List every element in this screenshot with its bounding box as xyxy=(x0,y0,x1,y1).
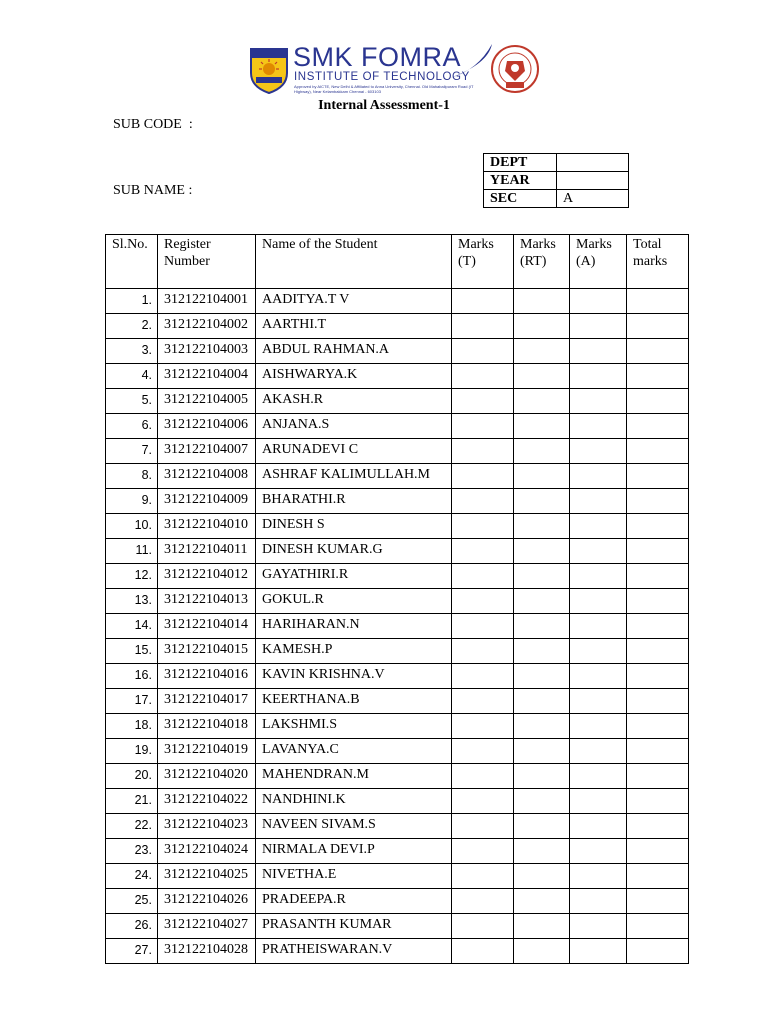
sl-no-cell: 3. xyxy=(106,339,158,364)
total-marks-cell xyxy=(627,364,689,389)
class-info-table xyxy=(483,153,629,208)
marks-a-cell xyxy=(570,389,627,414)
marks-table xyxy=(105,234,689,964)
marks-t-cell xyxy=(452,314,514,339)
student-name-cell: ABDUL RAHMAN.A xyxy=(256,339,452,364)
total-marks-cell xyxy=(627,314,689,339)
year-value xyxy=(557,172,629,190)
register-number-cell: 312122104026 xyxy=(158,889,256,914)
table-row xyxy=(106,914,689,939)
dept-label: DEPT xyxy=(484,154,557,172)
register-number-cell: 312122104019 xyxy=(158,739,256,764)
table-row xyxy=(106,939,689,964)
table-row xyxy=(106,389,689,414)
register-number-cell: 312122104023 xyxy=(158,814,256,839)
table-row xyxy=(106,539,689,564)
marks-a-cell xyxy=(570,714,627,739)
marks-a-cell xyxy=(570,664,627,689)
marks-a-cell xyxy=(570,614,627,639)
header-marks-t-line1: Marks xyxy=(458,237,494,252)
marks-rt-cell xyxy=(514,939,570,964)
year-row xyxy=(484,172,629,190)
total-marks-cell xyxy=(627,389,689,414)
table-row xyxy=(106,864,689,889)
institution-logo xyxy=(248,40,544,98)
student-name-cell: NIVETHA.E xyxy=(256,864,452,889)
register-number-cell: 312122104015 xyxy=(158,639,256,664)
header-marks-a-line1: Marks xyxy=(576,237,612,252)
marks-a-cell xyxy=(570,889,627,914)
marks-rt-cell xyxy=(514,689,570,714)
student-name-cell: LAVANYA.C xyxy=(256,739,452,764)
total-marks-cell xyxy=(627,689,689,714)
student-name-cell: DINESH S xyxy=(256,514,452,539)
register-number-cell: 312122104027 xyxy=(158,914,256,939)
marks-rt-cell xyxy=(514,814,570,839)
marks-a-cell xyxy=(570,489,627,514)
student-name-cell: BHARATHI.R xyxy=(256,489,452,514)
marks-t-cell xyxy=(452,864,514,889)
marks-rt-cell xyxy=(514,539,570,564)
table-row xyxy=(106,764,689,789)
student-name-cell: ASHRAF KALIMULLAH.M xyxy=(256,464,452,489)
sl-no-cell: 26. xyxy=(106,914,158,939)
register-number-cell: 312122104003 xyxy=(158,339,256,364)
register-number-cell: 312122104008 xyxy=(158,464,256,489)
table-row xyxy=(106,789,689,814)
marks-rt-cell xyxy=(514,914,570,939)
header-marks-t xyxy=(452,235,514,289)
total-marks-cell xyxy=(627,439,689,464)
sl-no-cell: 21. xyxy=(106,789,158,814)
table-row xyxy=(106,314,689,339)
brand-address: Approved by AICTE, New Delhi & Affiliated to Anna University, Chennai. Old Mahabalipuram Road (IT Highway), Near Kelambakkam Chennai - 603103 xyxy=(294,84,474,94)
header-marks-a-line2: (A) xyxy=(576,254,596,269)
marks-a-cell xyxy=(570,939,627,964)
sl-no-cell: 23. xyxy=(106,839,158,864)
register-number-cell: 312122104016 xyxy=(158,664,256,689)
marks-a-cell xyxy=(570,839,627,864)
sub-code-label: SUB CODE : xyxy=(113,117,193,132)
marks-t-cell xyxy=(452,464,514,489)
header-marks-rt-line1: Marks xyxy=(520,237,556,252)
sl-no-cell: 25. xyxy=(106,889,158,914)
marks-a-cell xyxy=(570,914,627,939)
marks-rt-cell xyxy=(514,564,570,589)
table-row xyxy=(106,689,689,714)
marks-t-cell xyxy=(452,289,514,314)
marks-rt-cell xyxy=(514,389,570,414)
table-row xyxy=(106,414,689,439)
sl-no-cell: 7. xyxy=(106,439,158,464)
marks-a-cell xyxy=(570,589,627,614)
sl-no-cell: 1. xyxy=(106,289,158,314)
sec-label: SEC xyxy=(484,190,557,208)
register-number-cell: 312122104009 xyxy=(158,489,256,514)
student-name-cell: HARIHARAN.N xyxy=(256,614,452,639)
student-name-cell: PRATHEISWARAN.V xyxy=(256,939,452,964)
marks-rt-cell xyxy=(514,464,570,489)
register-number-cell: 312122104005 xyxy=(158,389,256,414)
marks-a-cell xyxy=(570,514,627,539)
table-row xyxy=(106,889,689,914)
table-row xyxy=(106,589,689,614)
sl-no-cell: 20. xyxy=(106,764,158,789)
total-marks-cell xyxy=(627,814,689,839)
sl-no-cell: 13. xyxy=(106,589,158,614)
sl-no-cell: 15. xyxy=(106,639,158,664)
marks-a-cell xyxy=(570,339,627,364)
sl-no-cell: 5. xyxy=(106,389,158,414)
total-marks-cell xyxy=(627,514,689,539)
register-number-cell: 312122104001 xyxy=(158,289,256,314)
total-marks-cell xyxy=(627,739,689,764)
header-marks-a xyxy=(570,235,627,289)
table-row xyxy=(106,714,689,739)
student-name-cell: MAHENDRAN.M xyxy=(256,764,452,789)
total-marks-cell xyxy=(627,289,689,314)
sl-no-cell: 8. xyxy=(106,464,158,489)
sl-no-cell: 11. xyxy=(106,539,158,564)
student-name-cell: KAMESH.P xyxy=(256,639,452,664)
register-number-cell: 312122104010 xyxy=(158,514,256,539)
header-total-line2: marks xyxy=(633,254,668,269)
marks-t-cell xyxy=(452,714,514,739)
marks-rt-cell xyxy=(514,514,570,539)
marks-a-cell xyxy=(570,814,627,839)
marks-t-cell xyxy=(452,764,514,789)
table-row xyxy=(106,464,689,489)
table-row xyxy=(106,814,689,839)
table-row xyxy=(106,439,689,464)
marks-t-cell xyxy=(452,739,514,764)
marks-rt-cell xyxy=(514,414,570,439)
marks-a-cell xyxy=(570,689,627,714)
sl-no-cell: 16. xyxy=(106,664,158,689)
sl-no-cell: 2. xyxy=(106,314,158,339)
marks-t-cell xyxy=(452,364,514,389)
student-name-cell: GOKUL.R xyxy=(256,589,452,614)
student-name-cell: KEERTHANA.B xyxy=(256,689,452,714)
total-marks-cell xyxy=(627,864,689,889)
sl-no-cell: 9. xyxy=(106,489,158,514)
marks-t-cell xyxy=(452,689,514,714)
marks-t-cell xyxy=(452,439,514,464)
header-register-line1: Register xyxy=(164,237,211,252)
total-marks-cell xyxy=(627,464,689,489)
marks-rt-cell xyxy=(514,789,570,814)
marks-rt-cell xyxy=(514,489,570,514)
sl-no-cell: 4. xyxy=(106,364,158,389)
marks-a-cell xyxy=(570,464,627,489)
marks-rt-cell xyxy=(514,639,570,664)
header-register-line2: Number xyxy=(164,254,210,269)
year-label: YEAR xyxy=(484,172,557,190)
emblem-icon xyxy=(248,43,290,95)
total-marks-cell xyxy=(627,589,689,614)
student-name-cell: PRADEEPA.R xyxy=(256,889,452,914)
marks-rt-cell xyxy=(514,314,570,339)
total-marks-cell xyxy=(627,564,689,589)
sl-no-cell: 18. xyxy=(106,714,158,739)
marks-t-cell xyxy=(452,539,514,564)
total-marks-cell xyxy=(627,914,689,939)
total-marks-cell xyxy=(627,714,689,739)
header-sl-no: Sl.No. xyxy=(106,235,158,289)
marks-t-cell xyxy=(452,789,514,814)
marks-rt-cell xyxy=(514,339,570,364)
student-name-cell: AKASH.R xyxy=(256,389,452,414)
marks-rt-cell xyxy=(514,839,570,864)
table-row xyxy=(106,339,689,364)
sub-name-label: SUB NAME : xyxy=(113,183,193,198)
marks-a-cell xyxy=(570,439,627,464)
total-marks-cell xyxy=(627,614,689,639)
total-marks-cell xyxy=(627,489,689,514)
sl-no-cell: 27. xyxy=(106,939,158,964)
student-name-cell: LAKSHMI.S xyxy=(256,714,452,739)
total-marks-cell xyxy=(627,339,689,364)
header-student-name: Name of the Student xyxy=(256,235,452,289)
student-name-cell: PRASANTH KUMAR xyxy=(256,914,452,939)
marks-a-cell xyxy=(570,364,627,389)
marks-t-cell xyxy=(452,814,514,839)
student-name-cell: NANDHINI.K xyxy=(256,789,452,814)
table-row xyxy=(106,489,689,514)
marks-t-cell xyxy=(452,414,514,439)
marks-a-cell xyxy=(570,739,627,764)
total-marks-cell xyxy=(627,789,689,814)
marks-rt-cell xyxy=(514,714,570,739)
sl-no-cell: 17. xyxy=(106,689,158,714)
sl-no-cell: 24. xyxy=(106,864,158,889)
marks-a-cell xyxy=(570,414,627,439)
total-marks-cell xyxy=(627,664,689,689)
marks-rt-cell xyxy=(514,364,570,389)
register-number-cell: 312122104007 xyxy=(158,439,256,464)
student-name-cell: AADITYA.T V xyxy=(256,289,452,314)
marks-a-cell xyxy=(570,789,627,814)
marks-rt-cell xyxy=(514,589,570,614)
marks-a-cell xyxy=(570,314,627,339)
register-number-cell: 312122104028 xyxy=(158,939,256,964)
marks-t-cell xyxy=(452,914,514,939)
register-number-cell: 312122104025 xyxy=(158,864,256,889)
marks-t-cell xyxy=(452,489,514,514)
register-number-cell: 312122104013 xyxy=(158,589,256,614)
table-row xyxy=(106,564,689,589)
table-header-row xyxy=(106,235,689,289)
marks-a-cell xyxy=(570,764,627,789)
header-marks-t-line2: (T) xyxy=(458,254,476,269)
register-number-cell: 312122104012 xyxy=(158,564,256,589)
marks-rt-cell xyxy=(514,889,570,914)
marks-rt-cell xyxy=(514,764,570,789)
total-marks-cell xyxy=(627,889,689,914)
total-marks-cell xyxy=(627,764,689,789)
sl-no-cell: 14. xyxy=(106,614,158,639)
table-row xyxy=(106,639,689,664)
sl-no-cell: 12. xyxy=(106,564,158,589)
register-number-cell: 312122104024 xyxy=(158,839,256,864)
student-name-cell: DINESH KUMAR.G xyxy=(256,539,452,564)
marks-t-cell xyxy=(452,889,514,914)
marks-rt-cell xyxy=(514,739,570,764)
header-register-number xyxy=(158,235,256,289)
total-marks-cell xyxy=(627,539,689,564)
register-number-cell: 312122104004 xyxy=(158,364,256,389)
marks-t-cell xyxy=(452,339,514,364)
marks-t-cell xyxy=(452,514,514,539)
marks-t-cell xyxy=(452,589,514,614)
student-name-cell: NIRMALA DEVI.P xyxy=(256,839,452,864)
register-number-cell: 312122104018 xyxy=(158,714,256,739)
marks-t-cell xyxy=(452,939,514,964)
student-name-cell: ANJANA.S xyxy=(256,414,452,439)
register-number-cell: 312122104011 xyxy=(158,539,256,564)
table-row xyxy=(106,514,689,539)
marks-a-cell xyxy=(570,564,627,589)
register-number-cell: 312122104006 xyxy=(158,414,256,439)
student-name-cell: AISHWARYA.K xyxy=(256,364,452,389)
register-number-cell: 312122104002 xyxy=(158,314,256,339)
student-name-cell: AARTHI.T xyxy=(256,314,452,339)
register-number-cell: 312122104017 xyxy=(158,689,256,714)
sl-no-cell: 19. xyxy=(106,739,158,764)
total-marks-cell xyxy=(627,839,689,864)
total-marks-cell xyxy=(627,414,689,439)
table-row xyxy=(106,739,689,764)
total-marks-cell xyxy=(627,639,689,664)
marks-t-cell xyxy=(452,664,514,689)
header-total-line1: Total xyxy=(633,237,662,252)
marks-rt-cell xyxy=(514,864,570,889)
total-marks-cell xyxy=(627,939,689,964)
student-name-cell: ARUNADEVI C xyxy=(256,439,452,464)
marks-rt-cell xyxy=(514,664,570,689)
sl-no-cell: 22. xyxy=(106,814,158,839)
sl-no-cell: 10. xyxy=(106,514,158,539)
dept-value xyxy=(557,154,629,172)
marks-a-cell xyxy=(570,864,627,889)
sec-row xyxy=(484,190,629,208)
brand-subtitle: INSTITUTE OF TECHNOLOGY xyxy=(294,71,470,83)
student-name-cell: GAYATHIRI.R xyxy=(256,564,452,589)
table-row xyxy=(106,289,689,314)
header-marks-rt xyxy=(514,235,570,289)
marks-t-cell xyxy=(452,389,514,414)
marks-rt-cell xyxy=(514,439,570,464)
naac-seal-icon xyxy=(488,44,542,94)
marks-a-cell xyxy=(570,639,627,664)
marks-a-cell xyxy=(570,539,627,564)
student-name-cell: NAVEEN SIVAM.S xyxy=(256,814,452,839)
header-marks-rt-line2: (RT) xyxy=(520,254,547,269)
register-number-cell: 312122104022 xyxy=(158,789,256,814)
marks-t-cell xyxy=(452,564,514,589)
dept-row xyxy=(484,154,629,172)
marks-t-cell xyxy=(452,639,514,664)
register-number-cell: 312122104020 xyxy=(158,764,256,789)
marks-a-cell xyxy=(570,289,627,314)
table-row xyxy=(106,664,689,689)
marks-rt-cell xyxy=(514,289,570,314)
table-row xyxy=(106,364,689,389)
table-row xyxy=(106,839,689,864)
register-number-cell: 312122104014 xyxy=(158,614,256,639)
marks-rt-cell xyxy=(514,614,570,639)
brand-name: SMK FOMRA xyxy=(293,42,462,72)
marks-t-cell xyxy=(452,839,514,864)
student-name-cell: KAVIN KRISHNA.V xyxy=(256,664,452,689)
document-title: Internal Assessment-1 xyxy=(318,98,450,113)
header-total-marks xyxy=(627,235,689,289)
marks-t-cell xyxy=(452,614,514,639)
sl-no-cell: 6. xyxy=(106,414,158,439)
table-row xyxy=(106,614,689,639)
sec-value: A xyxy=(557,190,629,208)
